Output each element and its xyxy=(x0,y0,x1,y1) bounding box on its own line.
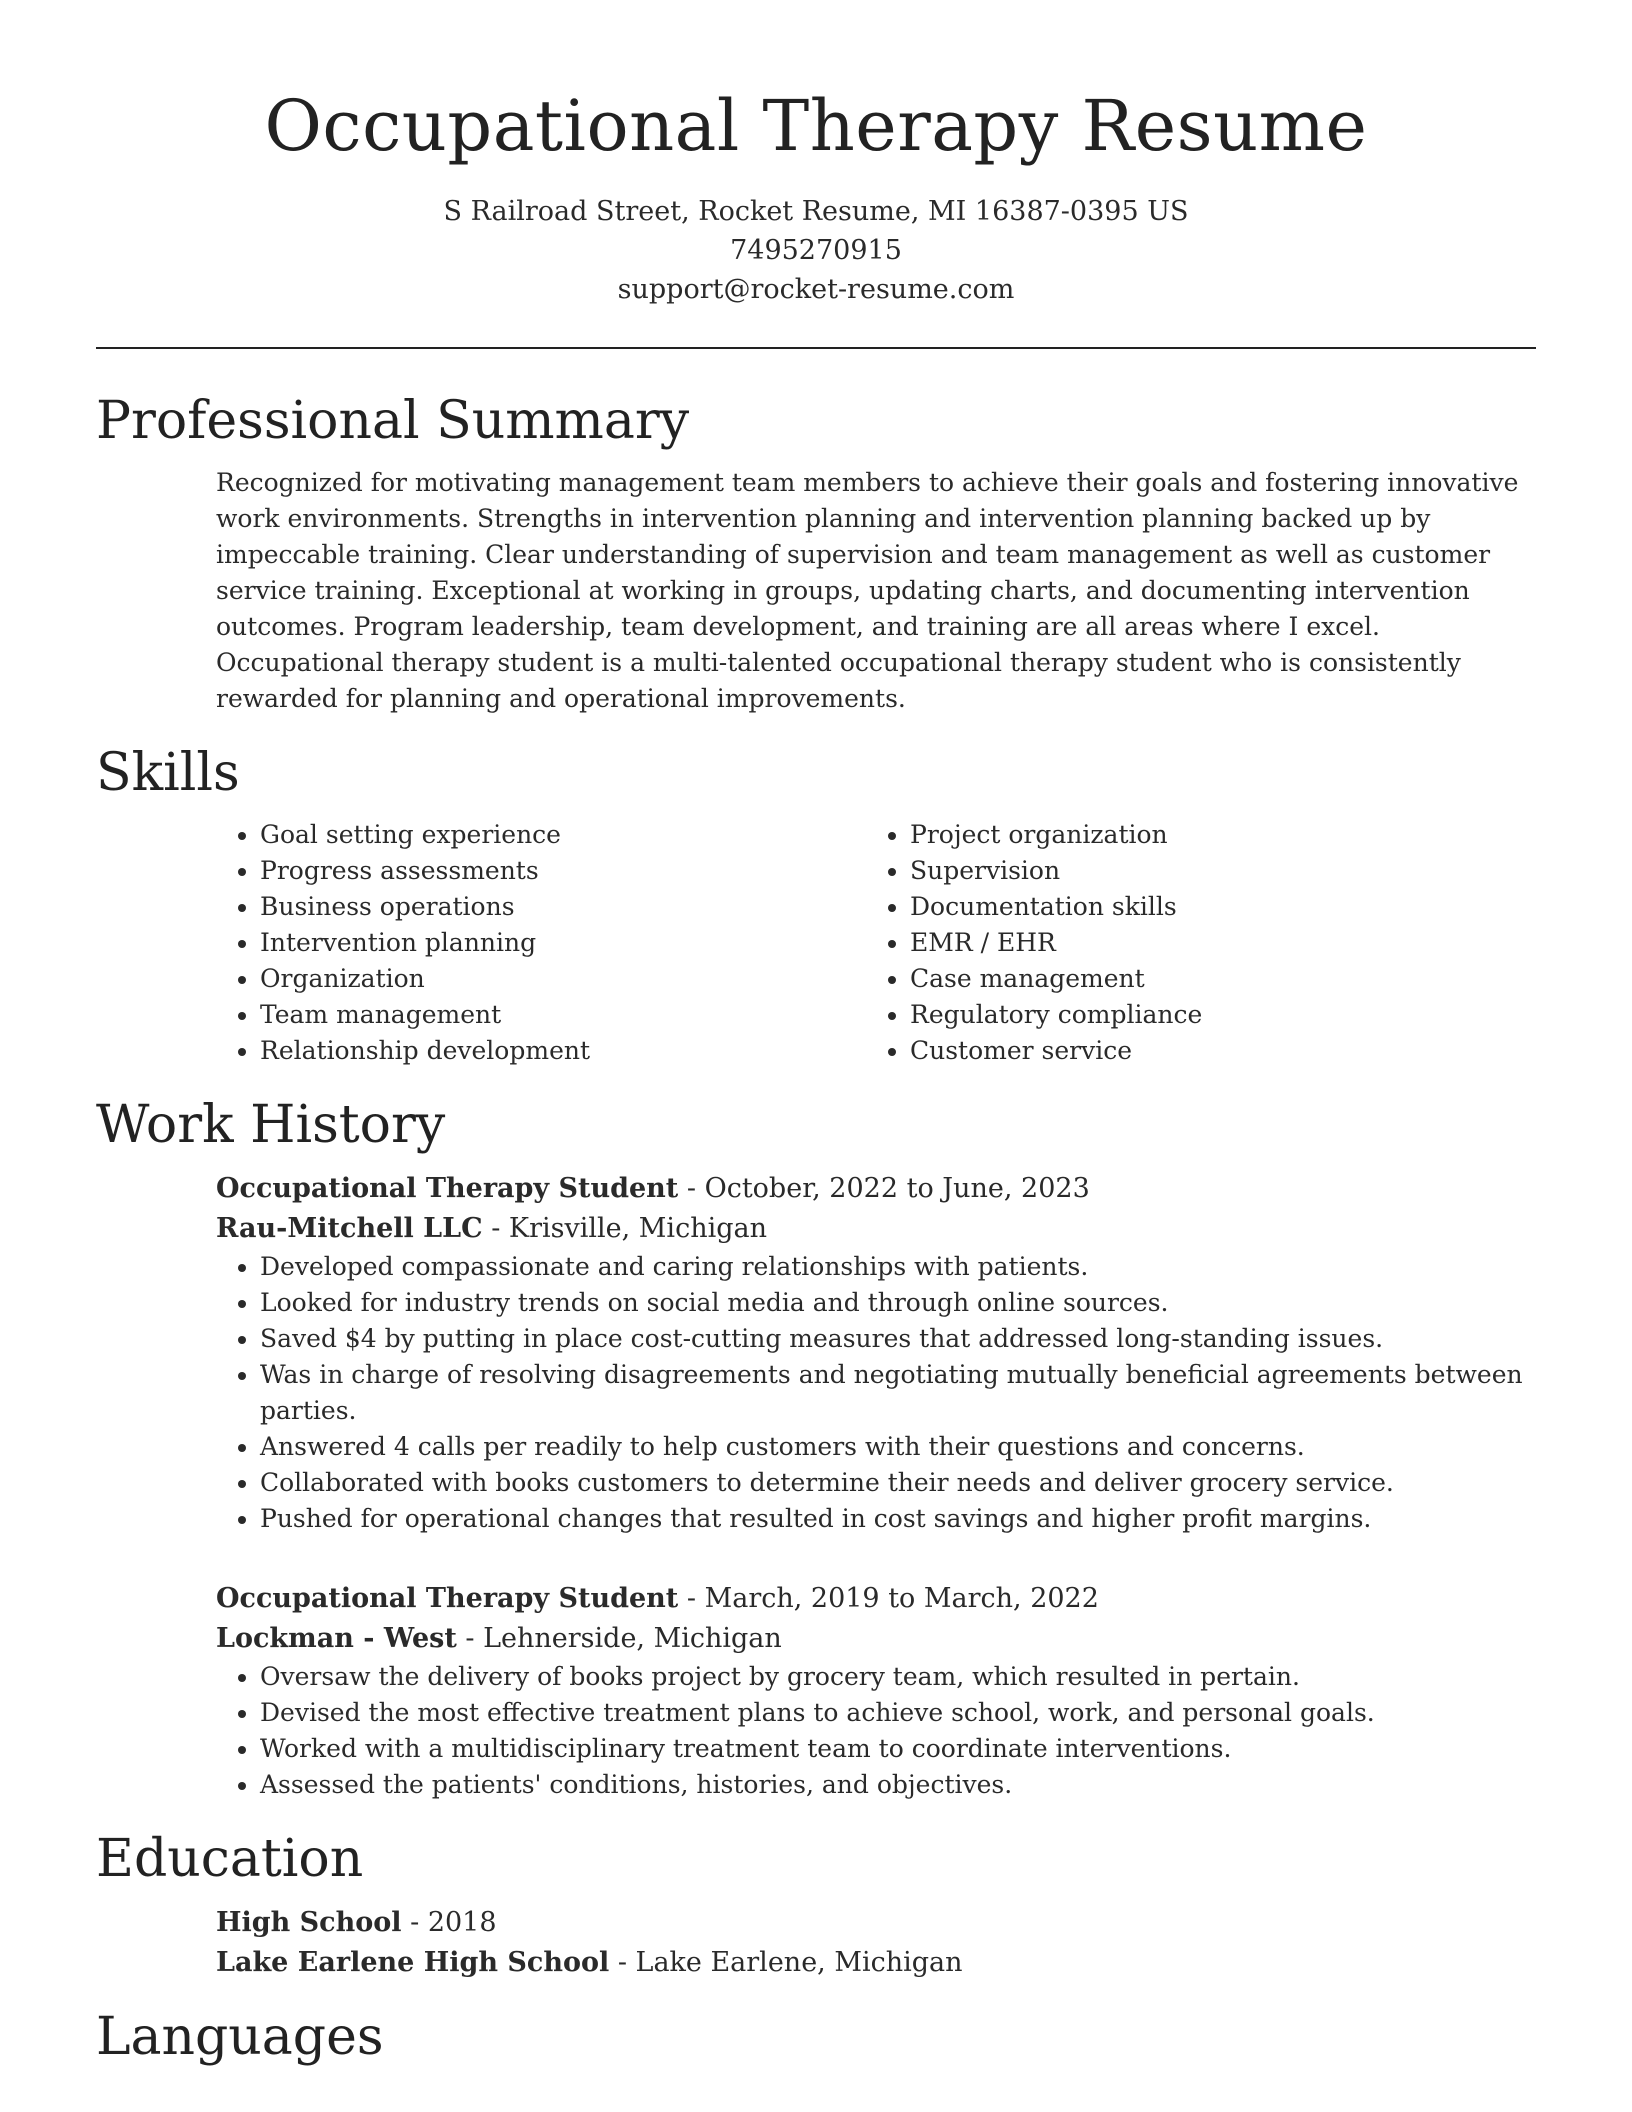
skill-item: • Case management xyxy=(910,961,1516,997)
job-bullet: • Worked with a multidisciplinary treatment team to coordinate interventions. xyxy=(260,1731,1536,1767)
job-bullet: • Answered 4 calls per readily to help customers with their questions and concerns. xyxy=(260,1429,1536,1465)
resume-header xyxy=(96,0,1536,309)
job-company-line xyxy=(216,1209,1536,1249)
summary-section xyxy=(96,391,1536,717)
job-bullet: • Looked for industry trends on social media and through online sources. xyxy=(260,1285,1536,1321)
job-company: Rau-Mitchell LLC xyxy=(216,1213,483,1244)
job-bullet: • Developed compassionate and caring relationships with patients. xyxy=(260,1249,1536,1285)
resume-page xyxy=(96,0,1536,2067)
job-bullet: • Oversaw the delivery of books project by grocery team, which resulted in pertain. xyxy=(260,1659,1536,1695)
skill-item: • Documentation skills xyxy=(910,889,1516,925)
education-location: - Lake Earlene, Michigan xyxy=(609,1947,963,1978)
job-bullet: • Was in charge of resolving disagreements and negotiating mutually beneficial agreements between parties. xyxy=(260,1357,1536,1429)
job-company-line xyxy=(216,1619,1536,1659)
job-bullets xyxy=(216,1249,1536,1537)
skill-item: • Intervention planning xyxy=(260,925,866,961)
job-dates: - March, 2019 to March, 2022 xyxy=(678,1583,1099,1614)
education-degree-line xyxy=(216,1903,1536,1943)
job-entry xyxy=(216,1169,1536,1537)
education-school: Lake Earlene High School xyxy=(216,1947,610,1978)
education-degree: High School xyxy=(216,1907,402,1938)
job-position: Occupational Therapy Student xyxy=(216,1583,679,1614)
job-bullet: • Devised the most effective treatment plans to achieve school, work, and personal goals. xyxy=(260,1695,1536,1731)
resume-name: Occupational Therapy Resume xyxy=(264,85,1368,167)
skills-heading: Skills xyxy=(96,743,240,803)
skill-item: • EMR / EHR xyxy=(910,925,1516,961)
skill-item: • Project organization xyxy=(910,817,1516,853)
skills-columns xyxy=(216,817,1536,1069)
job-location: - Lehnerside, Michigan xyxy=(456,1623,782,1654)
job-bullet: • Collaborated with books customers to determine their needs and deliver grocery service. xyxy=(260,1465,1536,1501)
job-dates: - October, 2022 to June, 2023 xyxy=(678,1173,1090,1204)
skill-item: • Goal setting experience xyxy=(260,817,866,853)
contact-email: support@rocket-resume.com xyxy=(617,274,1015,305)
contact-phone: 7495270915 xyxy=(730,235,902,266)
skill-item: • Relationship development xyxy=(260,1033,866,1069)
job-position: Occupational Therapy Student xyxy=(216,1173,679,1204)
work-history-heading: Work History xyxy=(96,1095,446,1155)
job-bullets xyxy=(216,1659,1536,1803)
languages-section xyxy=(96,2007,1536,2067)
summary-heading: Professional Summary xyxy=(96,391,690,451)
job-company: Lockman - West xyxy=(216,1623,457,1654)
skills-column-left xyxy=(216,817,866,1069)
education-section xyxy=(96,1829,1536,1983)
skill-item: • Organization xyxy=(260,961,866,997)
skills-section xyxy=(96,743,1536,1069)
job-title-line xyxy=(216,1169,1536,1209)
job-title-line xyxy=(216,1579,1536,1619)
education-heading: Education xyxy=(96,1829,364,1889)
skill-item: • Regulatory compliance xyxy=(910,997,1516,1033)
skill-item: • Progress assessments xyxy=(260,853,866,889)
education-entry xyxy=(216,1903,1536,1983)
skill-item: • Team management xyxy=(260,997,866,1033)
skills-column-right xyxy=(866,817,1516,1069)
education-year: - 2018 xyxy=(401,1907,497,1938)
languages-heading: Languages xyxy=(96,2007,384,2067)
contact-info xyxy=(96,192,1536,309)
job-location: - Krisville, Michigan xyxy=(482,1213,767,1244)
work-history-section xyxy=(96,1095,1536,1803)
education-school-line xyxy=(216,1943,1536,1983)
summary-text: Recognized for motivating management team members to achieve their goals and fostering innovative work environments. Strengths in intervention planning and intervention planning backed up by impeccable training. Clear understanding of supervision and team management as well as customer service training. Exceptional at working in groups, updating charts, and documenting intervention outcomes. Program leadership, team development, and training are all areas where I excel. Occupational therapy student is a multi-talented occupational therapy student who is consistently rewarded for planning and operational improvements. xyxy=(216,468,1519,713)
skill-item: • Business operations xyxy=(260,889,866,925)
skill-item: • Supervision xyxy=(910,853,1516,889)
contact-address: S Railroad Street, Rocket Resume, MI 16387-0395 US xyxy=(443,196,1189,227)
job-bullet: • Pushed for operational changes that resulted in cost savings and higher profit margins. xyxy=(260,1501,1536,1537)
job-bullet: • Saved $4 by putting in place cost-cutting measures that addressed long-standing issues. xyxy=(260,1321,1536,1357)
skill-item: • Customer service xyxy=(910,1033,1516,1069)
job-bullet: • Assessed the patients' conditions, histories, and objectives. xyxy=(260,1767,1536,1803)
header-divider xyxy=(96,347,1536,349)
job-entry xyxy=(216,1579,1536,1803)
